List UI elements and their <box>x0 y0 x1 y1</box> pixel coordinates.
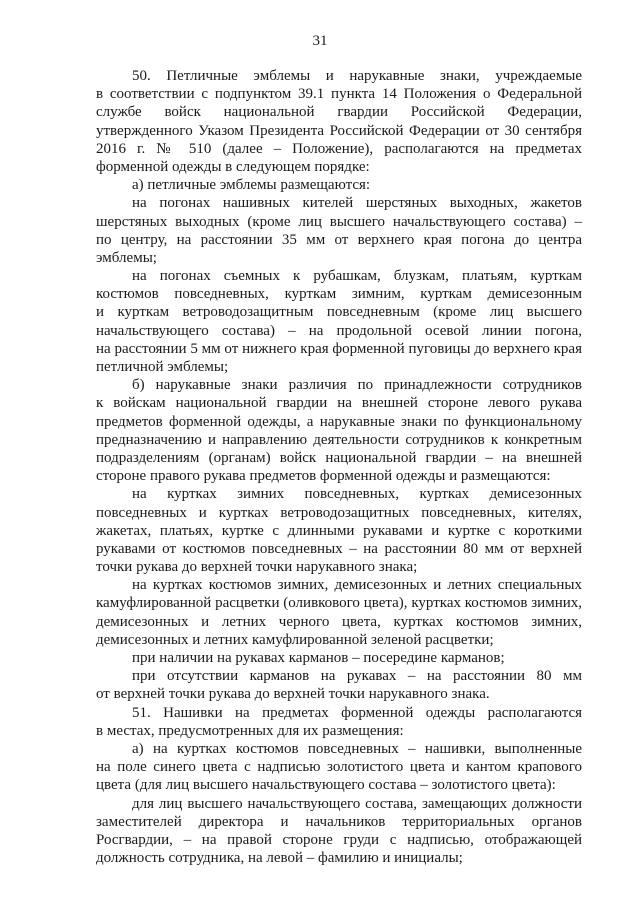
text-line: а) петличные эмблемы размещаются: <box>132 177 371 194</box>
text-line: демисезонных и летних камуфлированной зеленой расцветки; <box>96 631 494 648</box>
text-line: Росгвардии, – на правой стороне груди с надписью, отображающей <box>96 831 582 848</box>
text-line: форменной одежды в следующем порядке: <box>96 158 370 175</box>
text-line: камуфлированной расцветки (оливкового цвета), куртках костюмов зимних, <box>96 595 582 612</box>
text-line: при отсутствии карманов на рукавах – на расстоянии 80 мм <box>132 668 582 685</box>
text-line: начальствующего состава) – на продольной осевой линии погона, <box>96 322 582 339</box>
document-body <box>96 67 582 867</box>
text-line: эмблемы; <box>96 249 157 266</box>
text-line: костюмов повседневных, курткам зимним, курткам демисезонным <box>96 286 582 303</box>
text-line: службе войск национальной гвардии Российской Федерации, <box>96 104 582 121</box>
text-line: жакетах, платьях, куртке с длинными рукавами и куртке с короткими <box>96 522 582 539</box>
text-line: б) нарукавные знаки различия по принадлежности сотрудников <box>132 377 582 394</box>
text-line: повседневных и куртках ветроводозащитных повседневных, кителях, <box>96 504 582 521</box>
text-line: утвержденного Указом Президента Российской Федерации от 30 сентября <box>96 122 582 139</box>
text-line: по центру, на расстоянии 35 мм от верхнего края погона до центра <box>96 231 582 248</box>
text-line: для лиц высшего начальствующего состава, замещающих должности <box>132 795 582 812</box>
text-line: петличной эмблемы; <box>96 359 229 375</box>
text-line: подразделениям (органам) войск национальной гвардии – на внешней <box>96 449 582 466</box>
text-line: 2016 г. № 510 (далее – Положение), располагаются на предметах <box>96 140 582 157</box>
text-line: 51. Нашивки на предметах форменной одежды располагаются <box>132 704 582 721</box>
text-line: шерстяных выходных (кроме лиц высшего начальствующего состава) – <box>96 213 582 230</box>
text-line: в местах, предусмотренных для их размещения: <box>96 722 404 739</box>
text-line: рукавами от костюмов повседневных – на расстоянии 80 мм от верхней <box>96 540 582 557</box>
text-line: к войскам национальной гвардии на внешней стороне левого рукава <box>96 395 582 412</box>
text-line: на погонах нашивных кителей шерстяных выходных, жакетов <box>132 195 582 212</box>
text-line: цвета (для лиц высшего начальствующего состава – золотистого цвета): <box>96 777 556 794</box>
text-line: точки рукава до верхней точки нарукавного знака; <box>96 559 418 576</box>
text-line: стороне правого рукава предметов форменной одежды и размещаются: <box>96 468 551 485</box>
text-line: на погонах съемных к рубашкам, блузкам, платьям, курткам <box>132 268 582 285</box>
text-line: на расстоянии 5 мм от нижнего края форменной пуговицы до верхнего края <box>96 340 582 357</box>
text-line: заместителей директора и начальников территориальных органов <box>96 813 582 830</box>
text-line: на поле синего цвета с надписью золотистого цвета и кантом крапового <box>96 759 582 776</box>
text-line: предназначению и направлению деятельности сотрудников к конкретным <box>96 431 582 448</box>
text-line: демисезонных и летних черного цвета, куртках костюмов зимних, <box>96 613 582 630</box>
text-line: и курткам ветроводозащитным повседневным (кроме лиц высшего <box>96 304 582 321</box>
text-line: а) на куртках костюмов повседневных – нашивки, выполненные <box>132 740 582 757</box>
text-line: в соответствии с подпунктом 39.1 пункта 14 Положения о Федеральной <box>96 86 582 103</box>
text-line: на куртках зимних повседневных, куртках демисезонных <box>132 486 582 503</box>
text-line: 50. Петличные эмблемы и нарукавные знаки, учреждаемые <box>132 68 582 84</box>
text-line: на куртках костюмов зимних, демисезонных и летних специальных <box>132 577 582 594</box>
text-line: должность сотрудника, на левой – фамилию и инициалы; <box>96 850 463 867</box>
page-number: 31 <box>312 33 328 49</box>
text-line: от верхней точки рукава до верхней точки нарукавного знака. <box>96 686 490 703</box>
text-line: при наличии на рукавах карманов – посередине карманов; <box>132 650 505 666</box>
text-line: предметов форменной одежды, а нарукавные знаки по функциональному <box>96 413 582 430</box>
